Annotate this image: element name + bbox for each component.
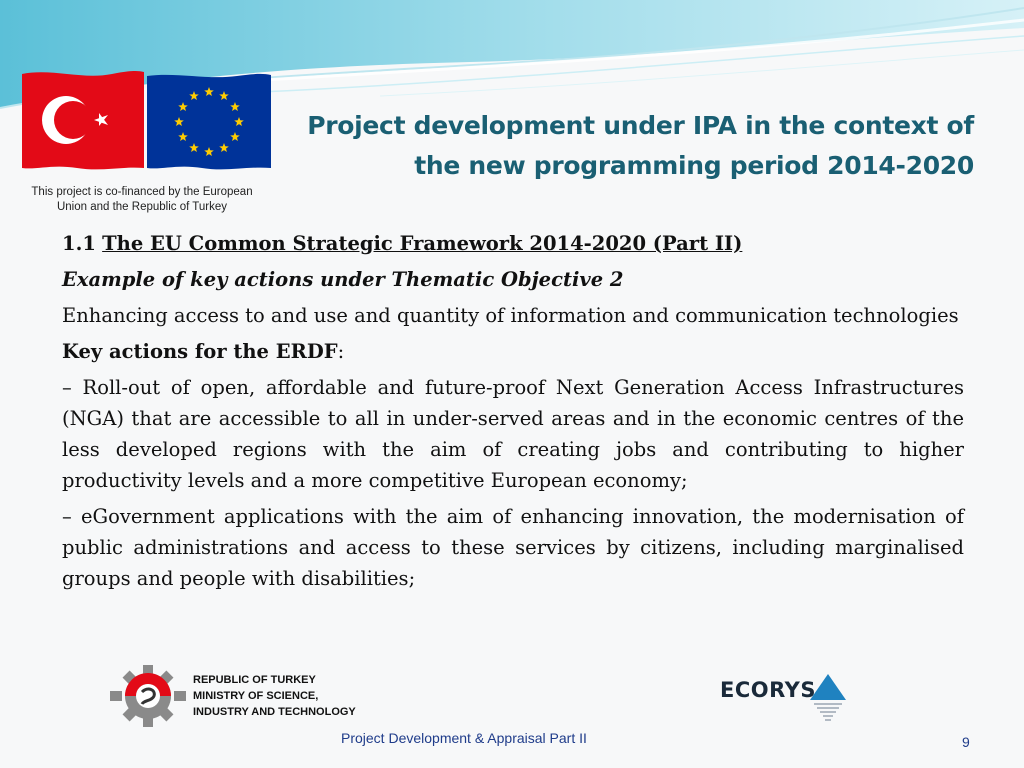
ministry-line2: MINISTRY OF SCIENCE, bbox=[193, 690, 319, 702]
page-title bbox=[254, 106, 974, 186]
cofinance-line2: Union and the Republic of Turkey bbox=[56, 201, 228, 213]
key-action-item: – Roll-out of open, affordable and future-proof Next Generation Access Infrastructures (NGA) that are accessible to all in under-served areas and in the economic centres of the less developed regions with the aim of creating jobs and contributing to higher productivity levels and a more competitive European economy; bbox=[62, 376, 964, 492]
title-line1: Project development under IPA in the context of bbox=[307, 111, 974, 140]
ministry-name bbox=[193, 672, 356, 720]
cofinance-note bbox=[0, 185, 284, 215]
ecorys-triangle-icon bbox=[808, 672, 848, 728]
key-action-item: – eGovernment applications with the aim of enhancing innovation, the modernisation of public administrations and access to these services by citizens, including marginalised groups and people with disabilities; bbox=[62, 505, 964, 590]
section-number: 1.1 bbox=[62, 232, 96, 255]
ecorys-logo-text: ECORYS bbox=[720, 678, 816, 702]
eu-flag-icon bbox=[147, 72, 271, 172]
ministry-line1: REPUBLIC OF TURKEY bbox=[193, 674, 316, 686]
cofinance-line1: This project is co-financed by the European bbox=[31, 186, 253, 198]
page-number: 9 bbox=[962, 734, 970, 750]
subtitle: Example of key actions under Thematic Objective 2 bbox=[62, 268, 624, 291]
intro-paragraph: Enhancing access to and use and quantity of information and communication technologies bbox=[62, 304, 959, 327]
key-actions-colon: : bbox=[337, 340, 345, 363]
ministry-gear-logo-icon bbox=[108, 665, 188, 727]
section-title: The EU Common Strategic Framework 2014-2020 (Part II) bbox=[102, 232, 743, 255]
title-line2: the new programming period 2014-2020 bbox=[414, 151, 974, 180]
main-content bbox=[62, 228, 964, 594]
ministry-line3: INDUSTRY AND TECHNOLOGY bbox=[193, 706, 356, 718]
key-actions-heading bbox=[62, 336, 964, 367]
key-actions-label: Key actions for the ERDF bbox=[62, 340, 338, 363]
footer-title: Project Development & Appraisal Part II bbox=[341, 730, 587, 746]
turkey-flag-icon bbox=[22, 68, 144, 172]
section-heading bbox=[62, 228, 964, 259]
